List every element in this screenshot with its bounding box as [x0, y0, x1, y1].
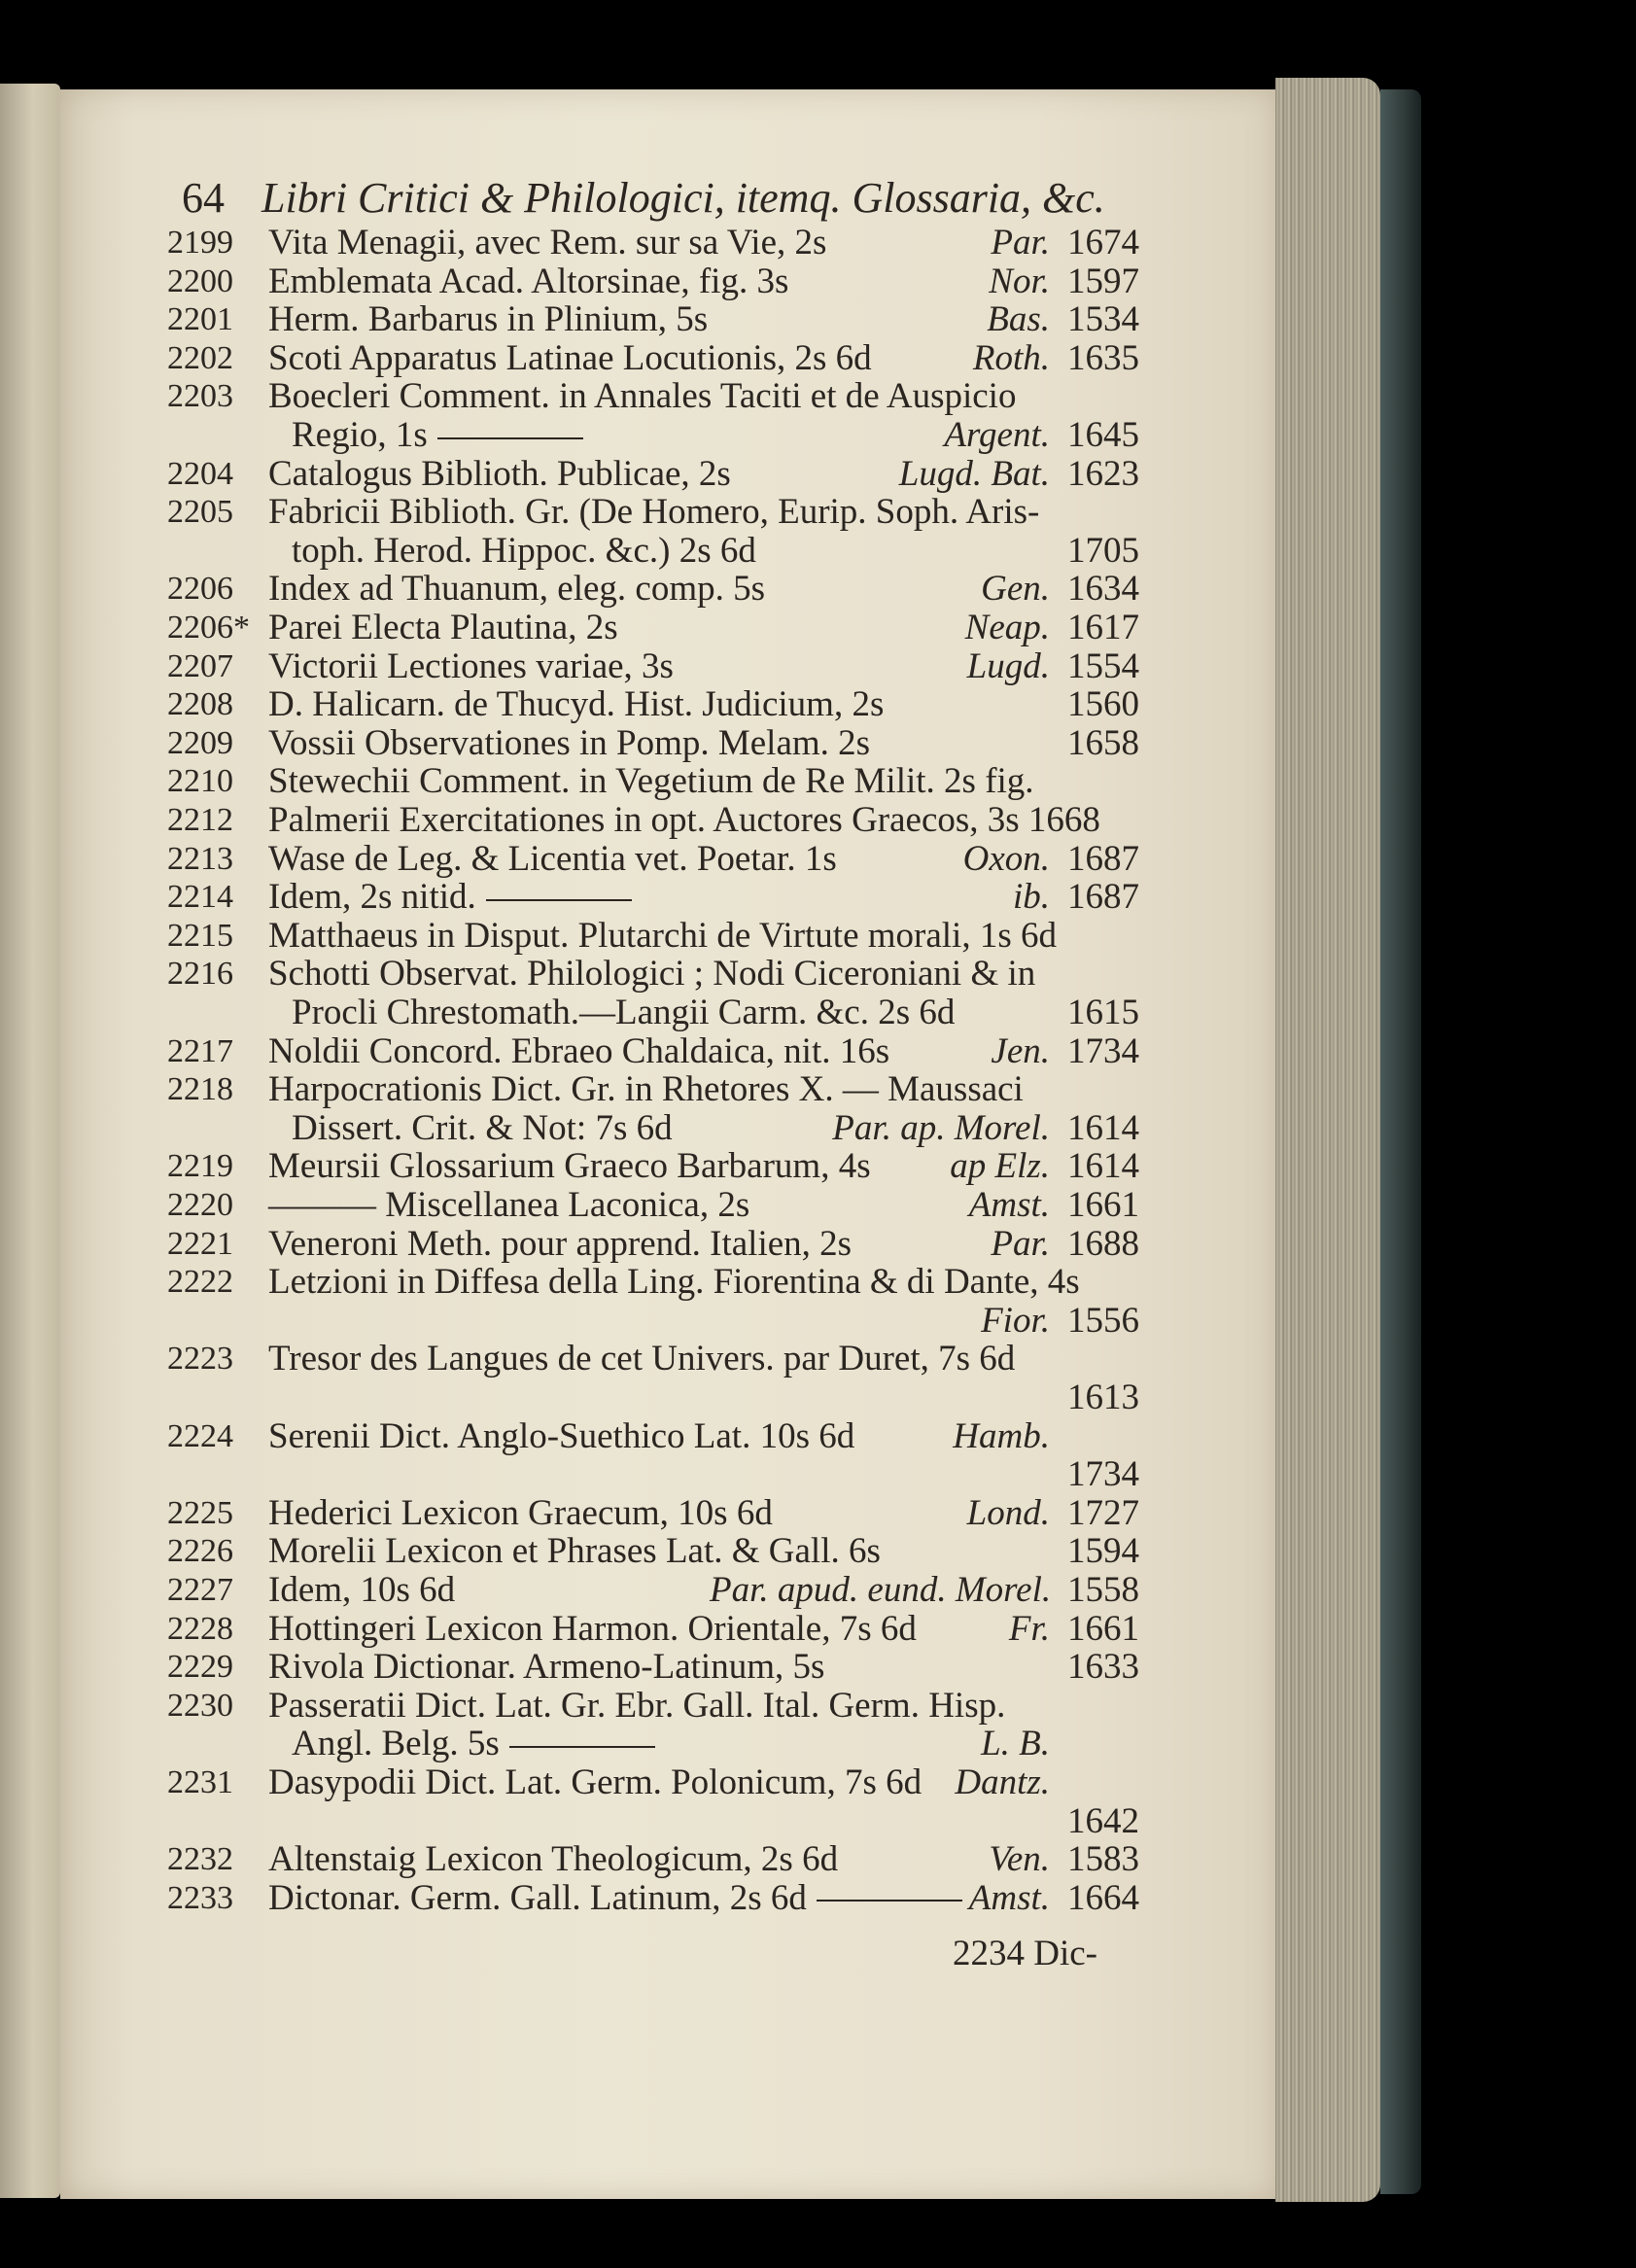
catalog-line — [0, 685, 1264, 724]
entry-text: Boecleri Comment. in Annales Taciti et de Auspicio — [268, 376, 1017, 417]
catalog-line — [0, 762, 1264, 801]
entry-text: Hottingeri Lexicon Harmon. Orientale, 7s 6d — [268, 1608, 917, 1649]
catalog-line — [0, 1225, 1264, 1264]
entry-imprint: Amst. — [968, 1185, 1050, 1225]
entry-text: Index ad Thuanum, eleg. comp. 5s — [268, 569, 766, 610]
catalog-line — [0, 339, 1264, 378]
entry-year: 1635 — [1067, 337, 1139, 378]
page-block-edges — [1275, 78, 1380, 2202]
entry-year: 1554 — [1067, 646, 1139, 686]
book-cover — [1380, 89, 1421, 2194]
entry-text: Fabricii Biblioth. Gr. (De Homero, Eurip. Soph. Aris- — [268, 492, 1040, 533]
entry-text: Vita Menagii, avec Rem. sur sa Vie, 2s — [268, 223, 827, 262]
entry-year: 1613 — [1067, 1378, 1139, 1417]
entry-imprint: Par. ap. Morel. — [832, 1107, 1050, 1148]
entry-text: D. Halicarn. de Thucyd. Hist. Judicium, 2s — [268, 684, 885, 725]
catalog-line — [0, 570, 1264, 609]
catalog-line — [0, 647, 1264, 686]
entry-imprint: Bas. — [987, 299, 1050, 340]
entry-imprint: Par. apud. eund. Morel. — [710, 1570, 1052, 1610]
entry-year: 1597 — [1067, 261, 1139, 301]
catalog-line — [0, 1186, 1264, 1225]
running-header — [182, 173, 1115, 227]
entry-number: 2213 — [167, 840, 233, 877]
entry-imprint: Ven. — [989, 1839, 1050, 1880]
catalog-line — [0, 1263, 1264, 1302]
page-title: Libri Critici & Philologici, itemq. Glossaria, &c. — [261, 174, 1105, 222]
entry-number: 2204 — [167, 455, 233, 492]
entry-imprint: Neap. — [964, 608, 1050, 647]
entry-number: 2221 — [167, 1225, 233, 1262]
entry-number: 2210 — [167, 763, 233, 800]
catalog-line — [0, 1070, 1264, 1109]
catalog-line — [0, 1802, 1264, 1841]
entry-imprint: Nor. — [989, 261, 1050, 301]
catalog-line — [0, 1340, 1264, 1378]
catalog-line — [0, 377, 1264, 416]
entry-number: 2233 — [167, 1879, 233, 1916]
entry-text: Idem, 10s 6d — [268, 1570, 456, 1610]
catalog-line — [0, 1687, 1264, 1726]
entry-text: Morelii Lexicon et Phrases Lat. & Gall. 6s — [268, 1531, 881, 1572]
entry-text: Hederici Lexicon Graecum, 10s 6d — [268, 1492, 773, 1533]
entry-number: 2206* — [167, 610, 250, 646]
entry-number: 2207 — [167, 647, 233, 684]
catalog-line — [0, 1610, 1264, 1649]
entry-year: 1645 — [1067, 415, 1139, 455]
entry-imprint: ap Elz. — [950, 1146, 1050, 1187]
catalog-line — [0, 1455, 1264, 1494]
ditto-rule — [509, 1746, 655, 1748]
entry-year: 1734 — [1067, 1454, 1139, 1495]
entry-number: 2215 — [167, 917, 233, 954]
entry-imprint: Dantz. — [955, 1762, 1050, 1802]
entry-text: Parei Electa Plautina, 2s — [268, 608, 618, 647]
catalog-line — [0, 1571, 1264, 1610]
catalog-line — [0, 840, 1264, 879]
entry-year: 1734 — [1067, 1030, 1139, 1071]
entry-imprint: Roth. — [972, 337, 1050, 378]
entry-number: 2225 — [167, 1494, 233, 1531]
entry-imprint: Lond. — [966, 1492, 1050, 1533]
catalog-line — [0, 416, 1264, 455]
catalog-line — [0, 1109, 1264, 1148]
entry-year: 1687 — [1067, 877, 1139, 918]
entry-number: 2230 — [167, 1687, 233, 1724]
entry-number: 2218 — [167, 1071, 233, 1108]
catalog-line — [0, 1840, 1264, 1879]
entry-number: 2209 — [167, 724, 233, 761]
entry-imprint: Jen. — [991, 1030, 1050, 1071]
entry-imprint: Lugd. Bat. — [898, 453, 1050, 494]
entry-year: 1615 — [1067, 993, 1139, 1032]
entry-year: 1556 — [1067, 1300, 1139, 1341]
catalog-line — [0, 1648, 1264, 1687]
entry-imprint: Oxon. — [962, 838, 1050, 879]
entry-imprint: Gen. — [981, 569, 1050, 610]
entry-number: 2214 — [167, 879, 233, 916]
entry-text: Catalogus Biblioth. Publicae, 2s — [268, 453, 731, 494]
entry-text: Angl. Belg. 5s — [292, 1725, 665, 1763]
entry-imprint: Par. — [991, 223, 1050, 262]
entry-text: Emblemata Acad. Altorsinae, fig. 3s — [268, 261, 789, 301]
catalog-line — [0, 262, 1264, 301]
entry-number: 2201 — [167, 301, 233, 338]
entry-text: Meursii Glossarium Graeco Barbarum, 4s — [268, 1146, 871, 1187]
entry-imprint: Hamb. — [953, 1415, 1050, 1456]
catalog-line — [0, 724, 1264, 763]
entry-number: 2226 — [167, 1533, 233, 1570]
ditto-rule — [486, 899, 632, 901]
entry-text: Idem, 2s nitid. — [268, 878, 642, 917]
entry-year: 1558 — [1067, 1570, 1139, 1610]
entry-year: 1583 — [1067, 1839, 1139, 1880]
catalog-line — [0, 493, 1264, 532]
entry-number: 2228 — [167, 1610, 233, 1647]
entry-imprint: Par. — [991, 1223, 1050, 1264]
entry-imprint: Lugd. — [966, 646, 1050, 686]
entry-year: 1560 — [1067, 684, 1139, 725]
entry-year: 1661 — [1067, 1185, 1139, 1225]
entry-number: 2208 — [167, 686, 233, 723]
catalog-line — [0, 300, 1264, 339]
entry-text: Dasypodii Dict. Lat. Germ. Polonicum, 7s 6d — [268, 1762, 922, 1802]
entry-number: 2200 — [167, 262, 233, 299]
entry-text: Stewechii Comment. in Vegetium de Re Milit. 2s fig. — [268, 761, 1034, 802]
entry-number: 2202 — [167, 339, 233, 376]
ditto-rule — [437, 437, 583, 439]
entry-text: toph. Herod. Hippoc. &c.) 2s 6d — [292, 530, 756, 571]
entry-year: 1674 — [1067, 223, 1139, 262]
entry-text: Letzioni in Diffesa della Ling. Fiorentina & di Dante, 4s — [268, 1262, 1080, 1303]
entry-text: Herm. Barbarus in Plinium, 5s — [268, 299, 709, 340]
entry-text: Regio, 1s — [292, 416, 593, 455]
entry-imprint: ib. — [1012, 877, 1050, 918]
catalog-line — [0, 994, 1264, 1032]
entry-imprint: Fior. — [981, 1300, 1050, 1341]
entry-year: 1658 — [1067, 722, 1139, 763]
entry-text: Scoti Apparatus Latinae Locutionis, 2s 6d — [268, 337, 872, 378]
entry-number: 2217 — [167, 1032, 233, 1069]
catalog-line — [0, 455, 1264, 494]
entry-text: Rivola Dictionar. Armeno-Latinum, 5s — [268, 1647, 825, 1688]
catalog-line — [0, 609, 1264, 647]
catalog-line — [0, 1879, 1264, 1918]
entry-imprint: L. B. — [981, 1724, 1050, 1764]
entry-year: 1614 — [1067, 1146, 1139, 1187]
entry-year: 1664 — [1067, 1877, 1139, 1918]
entry-number: 2222 — [167, 1264, 233, 1301]
entry-text: Wase de Leg. & Licentia vet. Poetar. 1s — [268, 838, 837, 879]
entry-number: 2212 — [167, 802, 233, 838]
entry-number: 2223 — [167, 1341, 233, 1378]
entry-year: 1688 — [1067, 1223, 1139, 1264]
entry-year: 1705 — [1067, 530, 1139, 571]
catalog-line — [0, 532, 1264, 571]
catalog-line — [0, 1763, 1264, 1802]
entry-year: 1642 — [1067, 1800, 1139, 1841]
entry-text: ——— Miscellanea Laconica, 2s — [268, 1185, 750, 1225]
entry-year: 1727 — [1067, 1492, 1139, 1533]
entry-text: Procli Chrestomath.—Langii Carm. &c. 2s 6d — [292, 993, 956, 1032]
entry-year: 1623 — [1067, 453, 1139, 494]
entry-year: 1661 — [1067, 1608, 1139, 1649]
entry-number: 2199 — [167, 225, 233, 261]
entry-year: 1614 — [1067, 1107, 1139, 1148]
catalog-line — [0, 1032, 1264, 1071]
entry-number: 2231 — [167, 1764, 233, 1800]
entry-number: 2216 — [167, 956, 233, 993]
entry-text: Passeratii Dict. Lat. Gr. Ebr. Gall. Ital. Germ. Hisp. — [268, 1685, 1006, 1726]
entry-year: 1617 — [1067, 608, 1139, 647]
entry-imprint: Argent. — [944, 415, 1050, 455]
catalog-line — [0, 878, 1264, 917]
entry-text: Victorii Lectiones variae, 3s — [268, 646, 674, 686]
entry-text: Veneroni Meth. pour apprend. Italien, 2s — [268, 1223, 853, 1264]
entry-number: 2227 — [167, 1572, 233, 1608]
entry-imprint: Amst. — [968, 1877, 1050, 1918]
entry-text: Serenii Dict. Anglo-Suethico Lat. 10s 6d — [268, 1415, 855, 1456]
entry-text: Tresor des Langues de cet Univers. par Duret, 7s 6d — [268, 1339, 1016, 1379]
entry-number: 2229 — [167, 1649, 233, 1686]
entry-number: 2232 — [167, 1841, 233, 1878]
entry-year: 1687 — [1067, 838, 1139, 879]
entry-text: Schotti Observat. Philologici ; Nodi Ciceroniani & in — [268, 954, 1036, 994]
entry-text: Noldii Concord. Ebraeo Chaldaica, nit. 16s — [268, 1030, 890, 1071]
catalog-line — [0, 955, 1264, 994]
entry-number: 2224 — [167, 1417, 233, 1454]
catalog-line — [0, 917, 1264, 956]
catalog-line — [0, 1302, 1264, 1341]
entry-text: Altenstaig Lexicon Theologicum, 2s 6d — [268, 1839, 839, 1880]
entry-number: 2203 — [167, 378, 233, 415]
entry-text: Palmerii Exercitationes in opt. Auctores Graecos, 3s 1668 — [268, 800, 1100, 840]
entry-text: Harpocrationis Dict. Gr. in Rhetores X. — Maussaci — [268, 1069, 1024, 1110]
catalog-line — [0, 1494, 1264, 1533]
catalog-line — [0, 224, 1264, 262]
entry-text: Matthaeus in Disput. Plutarchi de Virtute morali, 1s 6d — [268, 915, 1057, 956]
entry-text: Vossii Observationes in Pomp. Melam. 2s — [268, 722, 871, 763]
entry-number: 2220 — [167, 1187, 233, 1223]
catalog-line — [0, 1532, 1264, 1571]
entry-year: 1594 — [1067, 1531, 1139, 1572]
entry-year: 1534 — [1067, 299, 1139, 340]
entry-year: 1634 — [1067, 569, 1139, 610]
catalog-line — [0, 1378, 1264, 1417]
catchword: 2234 Dic- — [953, 1934, 1097, 1973]
entry-number: 2206 — [167, 571, 233, 608]
entry-number: 2205 — [167, 494, 233, 531]
catalog-line — [0, 1417, 1264, 1456]
entry-imprint: Fr. — [1008, 1608, 1050, 1649]
entry-text: Dissert. Crit. & Not: 7s 6d — [292, 1107, 673, 1148]
entry-text: Dictonar. Germ. Gall. Latinum, 2s 6d — [268, 1879, 972, 1918]
catalog-line — [0, 801, 1264, 840]
catalog-line — [0, 1725, 1264, 1763]
page-number: 64 — [182, 174, 225, 222]
catalog-line — [0, 1147, 1264, 1186]
entry-year: 1633 — [1067, 1647, 1139, 1688]
entry-number: 2219 — [167, 1148, 233, 1185]
